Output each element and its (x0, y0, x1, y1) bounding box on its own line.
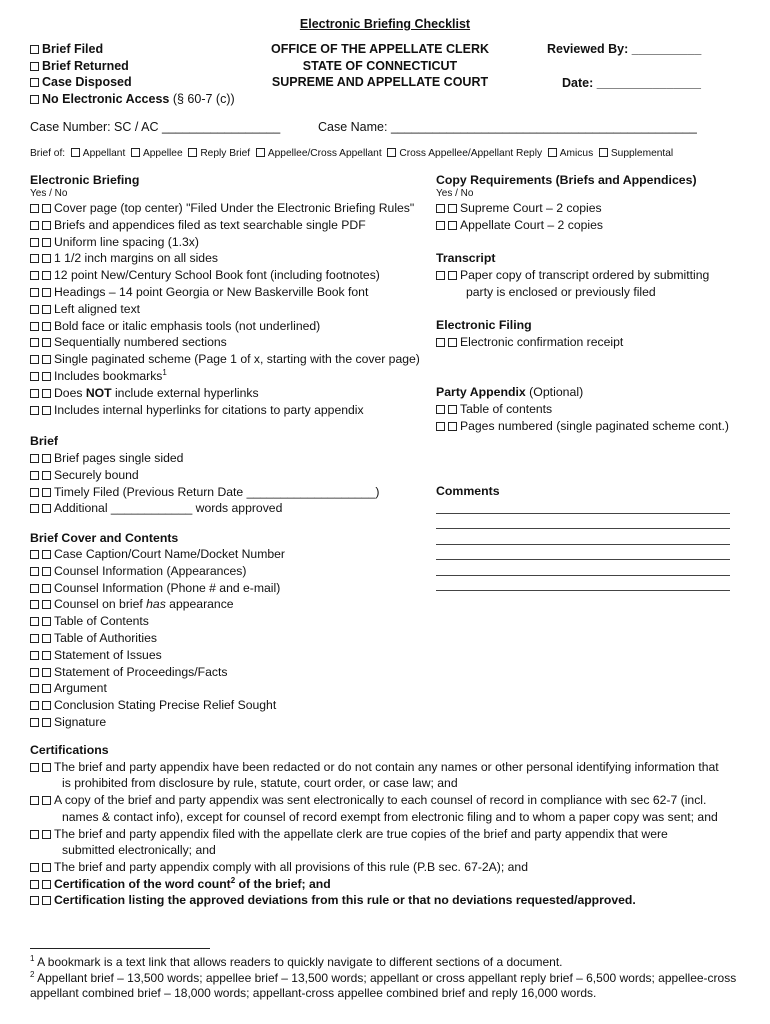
list-item[interactable]: Counsel Information (Phone # and e-mail) (30, 580, 285, 597)
yes-checkbox[interactable] (30, 651, 39, 660)
electronic-filing-heading: Electronic Filing (436, 318, 532, 332)
yes-checkbox[interactable] (30, 584, 39, 593)
list-item[interactable]: Brief pages single sided (30, 450, 379, 467)
yes-checkbox[interactable] (30, 567, 39, 576)
list-item-bookmarks[interactable]: Includes bookmarks$^1$ (30, 368, 420, 385)
no-checkbox[interactable] (42, 504, 51, 513)
comment-line (436, 498, 730, 514)
certification-item-deviations[interactable]: Certification listing the approved deviations from this rule or that no deviations requested/approved. (30, 892, 755, 909)
brief-of-option[interactable]: Appellee (128, 148, 183, 159)
list-item[interactable]: Case Caption/Court Name/Docket Number (30, 546, 285, 563)
list-item[interactable]: Briefs and appendices filed as text searchable single PDF (30, 217, 420, 234)
brief-of-option[interactable]: Amicus (545, 148, 593, 159)
yes-checkbox[interactable] (30, 617, 39, 626)
list-item[interactable]: Pages numbered (single paginated scheme cont.) (436, 418, 729, 435)
checkbox[interactable] (30, 45, 39, 54)
yes-checkbox[interactable] (436, 204, 445, 213)
office-header (245, 41, 515, 91)
list-item[interactable]: Securely bound (30, 467, 379, 484)
copy-requirements-list (436, 200, 603, 234)
checkbox[interactable] (30, 62, 39, 71)
yes-no-label: Yes / No (436, 188, 474, 199)
no-checkbox[interactable] (42, 634, 51, 643)
no-checkbox[interactable] (42, 617, 51, 626)
list-item[interactable]: Headings – 14 point Georgia or New Baskerville Book font (30, 284, 420, 301)
no-checkbox[interactable] (448, 204, 457, 213)
no-checkbox[interactable] (42, 271, 51, 280)
yes-checkbox[interactable] (30, 830, 39, 839)
brief-cover-heading: Brief Cover and Contents (30, 531, 179, 545)
yes-checkbox[interactable] (30, 271, 39, 280)
no-checkbox[interactable] (42, 454, 51, 463)
list-item-external-hyperlinks[interactable]: Does NOT include external hyperlinks (30, 385, 420, 402)
no-checkbox[interactable] (42, 763, 51, 772)
no-checkbox[interactable] (448, 405, 457, 414)
yes-checkbox[interactable] (30, 288, 39, 297)
no-checkbox[interactable] (448, 221, 457, 230)
case-name-field[interactable]: Case Name: ____________________________________________ (318, 120, 697, 134)
checkbox[interactable] (30, 95, 39, 104)
no-checkbox[interactable] (42, 600, 51, 609)
brief-cover-list (30, 546, 285, 731)
date-field[interactable]: Date: _______________ (562, 76, 702, 90)
no-checkbox[interactable] (42, 338, 51, 347)
no-checkbox[interactable] (448, 338, 457, 347)
yes-checkbox[interactable] (30, 880, 39, 889)
checkbox[interactable] (30, 78, 39, 87)
list-item[interactable]: Conclusion Stating Precise Relief Sought (30, 697, 285, 714)
no-checkbox[interactable] (42, 372, 51, 381)
brief-of-option[interactable]: Reply Brief (185, 148, 250, 159)
yes-checkbox[interactable] (30, 763, 39, 772)
electronic-briefing-heading: Electronic Briefing (30, 173, 140, 187)
yes-checkbox[interactable] (30, 322, 39, 331)
yes-checkbox[interactable] (30, 701, 39, 710)
list-item-internal-hyperlinks[interactable]: Includes internal hyperlinks for citations to party appendix (30, 402, 420, 419)
transcript-list (436, 267, 709, 301)
yes-checkbox[interactable] (30, 389, 39, 398)
footnote-divider (30, 948, 210, 949)
list-item[interactable]: Sequentially numbered sections (30, 334, 420, 351)
yes-checkbox[interactable] (30, 550, 39, 559)
yes-checkbox[interactable] (30, 204, 39, 213)
no-checkbox[interactable] (42, 701, 51, 710)
office-line-court: SUPREME AND APPELLATE COURT (271, 75, 489, 90)
no-checkbox[interactable] (42, 471, 51, 480)
no-checkbox[interactable] (42, 684, 51, 693)
yes-checkbox[interactable] (30, 355, 39, 364)
no-checkbox[interactable] (42, 896, 51, 905)
list-item[interactable]: 1 1/2 inch margins on all sides (30, 250, 420, 267)
no-checkbox[interactable] (42, 796, 51, 805)
no-checkbox[interactable] (42, 322, 51, 331)
yes-checkbox[interactable] (30, 863, 39, 872)
no-checkbox[interactable] (42, 221, 51, 230)
no-checkbox[interactable] (42, 305, 51, 314)
transcript-heading: Transcript (436, 251, 496, 265)
checkbox[interactable] (131, 148, 140, 157)
electronic-filing-list (436, 334, 623, 351)
yes-checkbox[interactable] (30, 221, 39, 230)
yes-checkbox[interactable] (436, 221, 445, 230)
yes-checkbox[interactable] (436, 405, 445, 414)
list-item-continuation: party is enclosed or previously filed (466, 284, 656, 299)
list-item[interactable]: Left aligned text (30, 301, 420, 318)
copy-requirements-heading: Copy Requirements (Briefs and Appendices) (436, 173, 697, 187)
certifications-section (30, 742, 755, 909)
party-appendix-heading: Party Appendix (Optional) (436, 385, 584, 399)
brief-of-label: Brief of: (30, 148, 66, 159)
no-checkbox[interactable] (42, 254, 51, 263)
certification-item[interactable]: A copy of the brief and party appendix was sent electronically to each counsel of record in compliance with sec 62-7 (incl. (30, 792, 755, 809)
list-item[interactable]: Table of Authorities (30, 630, 285, 647)
status-item-case-disposed[interactable]: Case Disposed (30, 74, 235, 91)
no-checkbox[interactable] (42, 355, 51, 364)
no-checkbox[interactable] (42, 238, 51, 247)
no-checkbox[interactable] (42, 880, 51, 889)
comments-heading: Comments (436, 484, 500, 498)
comment-line (436, 529, 730, 545)
no-checkbox[interactable] (448, 271, 457, 280)
comment-line (436, 576, 730, 592)
no-checkbox[interactable] (448, 422, 457, 431)
footnote-1: $^1$ A bookmark is a text link that allows readers to quickly navigate to different sections of a document. (30, 954, 563, 969)
office-line-clerk: OFFICE OF THE APPELLATE CLERK (270, 42, 490, 56)
yes-checkbox[interactable] (30, 305, 39, 314)
brief-of-option[interactable]: Appellant (68, 148, 125, 159)
certification-continuation: submitted electronically; and (62, 843, 216, 858)
no-checkbox[interactable] (42, 488, 51, 497)
comments-area[interactable] (436, 498, 730, 591)
yes-checkbox[interactable] (30, 238, 39, 247)
yes-checkbox[interactable] (30, 454, 39, 463)
no-checkbox[interactable] (42, 406, 51, 415)
certification-item[interactable]: The brief and party appendix have been redacted or do not contain any names or other personal identifying information that (30, 759, 755, 776)
footnotes (30, 955, 750, 1002)
brief-list (30, 450, 379, 517)
checkbox[interactable] (188, 148, 197, 157)
checkbox[interactable] (548, 148, 557, 157)
no-checkbox[interactable] (42, 204, 51, 213)
list-item[interactable]: Uniform line spacing (1.3x) (30, 234, 420, 251)
list-item[interactable]: Electronic confirmation receipt (436, 334, 623, 351)
list-item[interactable]: Statement of Proceedings/Facts (30, 664, 285, 681)
yes-checkbox[interactable] (30, 471, 39, 480)
list-item[interactable]: Counsel Information (Appearances) (30, 563, 285, 580)
certification-item-word-count[interactable]: Certification of the word count$^2$ of the brief; and (30, 876, 755, 893)
status-item-brief-filed[interactable]: Brief Filed (30, 41, 235, 58)
list-item[interactable]: 12 point New/Century School Book font (including footnotes) (30, 267, 420, 284)
list-item[interactable]: Appellate Court – 2 copies (436, 217, 603, 234)
list-item[interactable]: Single paginated scheme (Page 1 of x, starting with the cover page) (30, 351, 420, 368)
certification-item[interactable]: The brief and party appendix comply with all provisions of this rule (P.B sec. 67-2A); and (30, 859, 755, 876)
reviewed-by-field[interactable]: Reviewed By: __________ (547, 42, 702, 56)
yes-checkbox[interactable] (436, 338, 445, 347)
list-item[interactable]: Bold face or italic emphasis tools (not underlined) (30, 318, 420, 335)
yes-no-label: Yes / No (30, 188, 68, 199)
list-item[interactable]: Argument (30, 680, 285, 697)
brief-of-option[interactable]: Cross Appellee/Appellant Reply (385, 148, 543, 159)
list-item[interactable]: Table of Contents (30, 613, 285, 630)
yes-checkbox[interactable] (30, 634, 39, 643)
office-line-state: STATE OF CONNECTICUT (302, 58, 458, 73)
certification-continuation: names & contact info), except for counsel of record exempt from electronic filing and to whom a paper copy was sent; and (62, 809, 718, 824)
no-checkbox[interactable] (42, 567, 51, 576)
checkbox[interactable] (387, 148, 396, 157)
list-item[interactable]: Table of contents (436, 401, 729, 418)
list-item[interactable]: Statement of Issues (30, 647, 285, 664)
yes-checkbox[interactable] (30, 600, 39, 609)
electronic-briefing-list (30, 200, 420, 418)
list-item[interactable]: Timely Filed (Previous Return Date ___________________) (30, 484, 379, 501)
certification-continuation: is prohibited from disclosure by rule, statute, court order, or case law; and (62, 776, 458, 791)
no-checkbox[interactable] (42, 668, 51, 677)
checkbox[interactable] (256, 148, 265, 157)
comment-line (436, 514, 730, 530)
list-item[interactable]: Paper copy of transcript ordered by submitting (436, 267, 709, 284)
status-checklist (30, 41, 235, 108)
checkbox[interactable] (71, 148, 80, 157)
no-checkbox[interactable] (42, 389, 51, 398)
yes-checkbox[interactable] (30, 254, 39, 263)
list-item[interactable]: Supreme Court – 2 copies (436, 200, 603, 217)
party-appendix-list (436, 401, 729, 435)
list-item[interactable]: Cover page (top center) "Filed Under the Electronic Briefing Rules" (30, 200, 420, 217)
comment-line (436, 560, 730, 576)
yes-checkbox[interactable] (436, 271, 445, 280)
yes-checkbox[interactable] (30, 796, 39, 805)
yes-checkbox[interactable] (30, 406, 39, 415)
checkbox[interactable] (599, 148, 608, 157)
status-item-no-electronic-access[interactable]: No Electronic Access (§ 60-7 (c)) (30, 91, 235, 108)
case-number-field[interactable]: Case Number: SC / AC _________________ (30, 120, 281, 134)
no-checkbox[interactable] (42, 718, 51, 727)
yes-checkbox[interactable] (30, 504, 39, 513)
yes-checkbox[interactable] (30, 488, 39, 497)
no-checkbox[interactable] (42, 550, 51, 559)
footnote-2: $^2$ Appellant brief – 13,500 words; appellee brief – 13,500 words; appellant or cross appellant reply brief – 6,500 words; appellee-cross appellant combined brief – 18,000 words; appellant-cross appellee combined brief and reply 16,000 words. (30, 969, 737, 1000)
brief-heading: Brief (30, 434, 59, 448)
yes-checkbox[interactable] (30, 718, 39, 727)
certifications-heading: Certifications (30, 743, 109, 757)
yes-checkbox[interactable] (30, 684, 39, 693)
comment-line (436, 545, 730, 561)
status-item-brief-returned[interactable]: Brief Returned (30, 58, 235, 75)
no-checkbox[interactable] (42, 288, 51, 297)
list-item-counsel-appearance[interactable]: Counsel on brief has appearance (30, 596, 285, 613)
yes-checkbox[interactable] (436, 422, 445, 431)
yes-checkbox[interactable] (30, 668, 39, 677)
page-title: Electronic Briefing Checklist (299, 17, 471, 31)
yes-checkbox[interactable] (30, 338, 39, 347)
brief-of-row (30, 146, 673, 163)
no-checkbox[interactable] (42, 863, 51, 872)
certification-item[interactable]: The brief and party appendix filed with the appellate clerk are true copies of the brief and party appendix that were (30, 826, 755, 843)
brief-of-option[interactable]: Supplemental (596, 148, 673, 159)
no-checkbox[interactable] (42, 584, 51, 593)
brief-of-option[interactable]: Appellee/Cross Appellant (253, 148, 382, 159)
list-item[interactable]: Signature (30, 714, 285, 731)
yes-checkbox[interactable] (30, 896, 39, 905)
no-checkbox[interactable] (42, 830, 51, 839)
no-checkbox[interactable] (42, 651, 51, 660)
list-item[interactable]: Additional ____________ words approved (30, 500, 379, 517)
yes-checkbox[interactable] (30, 372, 39, 381)
